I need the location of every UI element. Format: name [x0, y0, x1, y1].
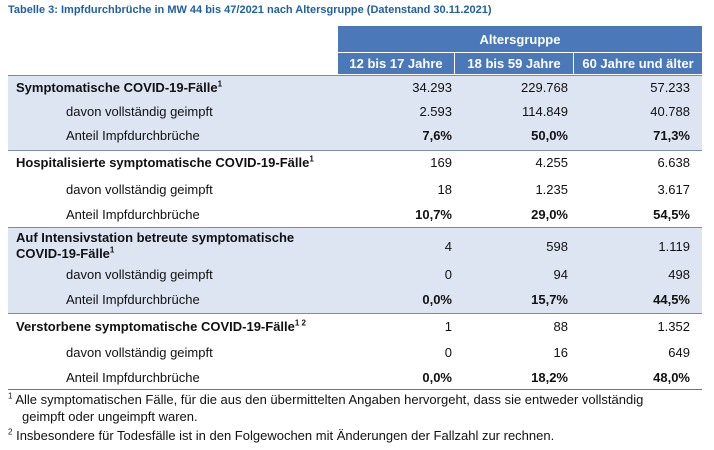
row-label-share: Anteil Impfdurchbrüche [66, 370, 200, 385]
cell: 229.768 [521, 80, 568, 95]
section-title-3: Auf Intensivstation betreute symptomatische COVID-19-Fälle$^1$ [16, 230, 295, 261]
footnote-1: $^1$ Alle symptomatischen Fälle, für die aus den übermittelten Angaben hervorgeht, dass sie entweder vollständig [8, 391, 644, 407]
cell: 1.352 [657, 319, 690, 334]
cell: 1.119 [658, 239, 690, 254]
divider [8, 313, 702, 314]
section-title-2: Hospitalisierte symptomatische COVID-19-Fälle$^1$ [16, 154, 314, 170]
divider [8, 150, 702, 151]
cell: 18,2% [531, 370, 568, 385]
cell: 94 [553, 267, 568, 282]
cell: 15,7% [531, 292, 568, 307]
cell: 34.293 [412, 80, 452, 95]
header-col-12-17: 12 bis 17 Jahre [338, 53, 454, 74]
cell: 16 [553, 345, 568, 360]
section-title-4: Verstorbene symptomatische COVID-19-Fälle$^{1 2}$ [16, 318, 306, 334]
cell: 2.593 [419, 104, 452, 119]
header-age-group: Altersgruppe [338, 26, 702, 52]
row-label-vaccinated: davon vollständig geimpft [66, 267, 213, 282]
header-col-60-plus: 60 Jahre und älter [574, 53, 702, 74]
cell: 169 [430, 155, 452, 170]
header-columns [338, 53, 702, 74]
cell: 0,0% [422, 370, 452, 385]
section-title-1: Symptomatische COVID-19-Fälle$^1$ [16, 79, 223, 95]
cell: 649 [668, 345, 690, 360]
cell: 4.255 [535, 155, 568, 170]
cell: 44,5% [653, 292, 690, 307]
cell: 10,7% [415, 207, 452, 222]
cell: 50,0% [531, 128, 568, 143]
row-label-vaccinated: davon vollständig geimpft [66, 345, 213, 360]
cell: 0,0% [422, 292, 452, 307]
cell: 7,6% [422, 128, 452, 143]
cell: 0 [444, 345, 452, 360]
cell: 498 [668, 267, 690, 282]
cell: 29,0% [531, 207, 568, 222]
cell: 71,3% [653, 128, 690, 143]
table-caption: Tabelle 3: Impfdurchbrüche in MW 44 bis 47/2021 nach Altersgruppe (Datenstand 30.11.2021) [8, 4, 492, 16]
cell: 1.235 [535, 182, 568, 197]
row-label-share: Anteil Impfdurchbrüche [66, 292, 200, 307]
cell: 54,5% [653, 207, 690, 222]
cell: 48,0% [653, 370, 690, 385]
cell: 1 [444, 319, 452, 334]
cell: 57.233 [650, 80, 690, 95]
row-label-share: Anteil Impfdurchbrüche [66, 207, 200, 222]
cell: 598 [546, 239, 568, 254]
divider [8, 75, 702, 76]
cell: 18 [437, 182, 452, 197]
cell: 6.638 [657, 155, 690, 170]
footnote-2: $^2$ Insbesondere für Todesfälle ist in den Folgewochen mit Änderungen der Fallzahl zur rechnen. [8, 427, 555, 443]
cell: 40.788 [650, 104, 690, 119]
divider [8, 227, 702, 228]
row-label-share: Anteil Impfdurchbrüche [66, 128, 200, 143]
cell: 4 [444, 239, 452, 254]
cell: 0 [444, 267, 452, 282]
footnote-1-cont: geimpft oder ungeimpft waren. [22, 409, 198, 424]
cell: 114.849 [521, 104, 568, 119]
cell: 88 [553, 319, 568, 334]
row-label-vaccinated: davon vollständig geimpft [66, 104, 213, 119]
row-label-vaccinated: davon vollständig geimpft [66, 182, 213, 197]
table-bottom-rule [8, 389, 702, 390]
cell: 3.617 [657, 182, 690, 197]
header-col-18-59: 18 bis 59 Jahre [455, 53, 573, 74]
